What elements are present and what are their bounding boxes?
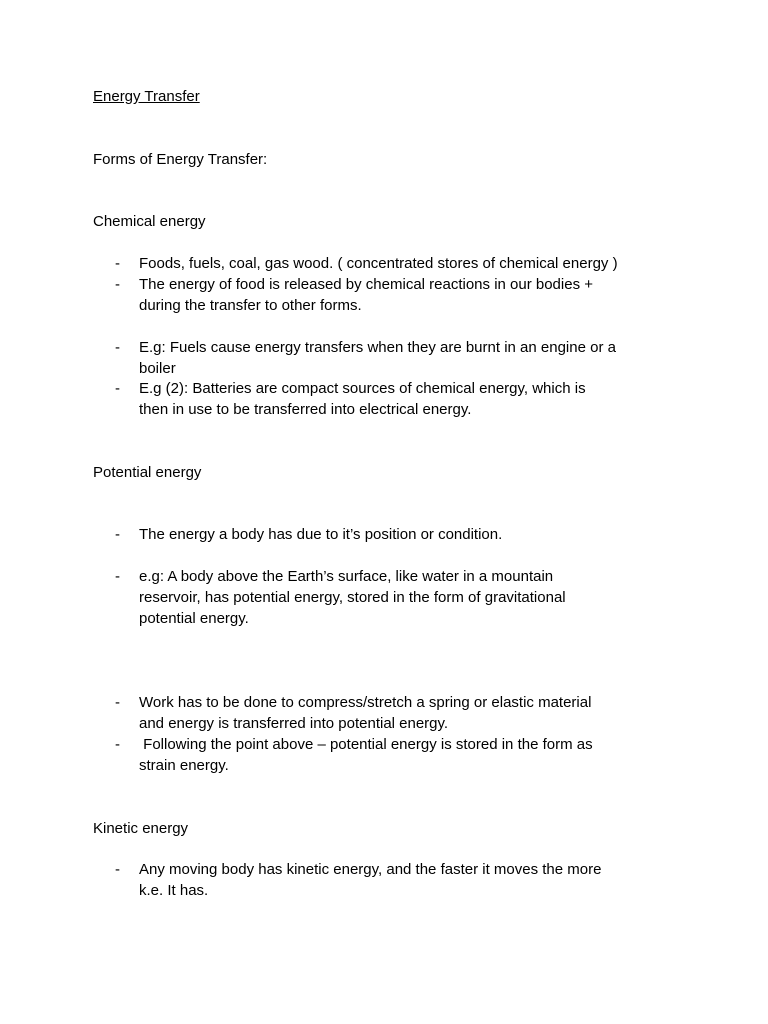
bullet-text: E.g: Fuels cause energy transfers when they are burnt in an engine or a boiler <box>139 339 616 377</box>
bullet-dash: - <box>115 380 120 397</box>
bullet-dash: - <box>115 694 120 711</box>
list-item <box>93 734 673 776</box>
bullet-text: E.g (2): Batteries are compact sources of chemical energy, which is then in use to be transferred into electrical energy. <box>139 380 586 418</box>
list-item <box>93 274 673 316</box>
list-item <box>93 253 673 274</box>
forms-heading: Forms of Energy Transfer: <box>93 151 268 168</box>
section-heading-chemical: Chemical energy <box>93 213 206 230</box>
bullet-dash: - <box>115 276 120 293</box>
bullet-text: Work has to be done to compress/stretch a spring or elastic material and energy is transferred into potential energy. <box>139 694 592 732</box>
bullet-dash: - <box>115 339 120 356</box>
bullet-dash: - <box>115 255 120 272</box>
bullet-dash: - <box>115 861 120 878</box>
bullet-text: Following the point above – potential energy is stored in the form as strain energy. <box>139 736 593 774</box>
list-item <box>93 692 673 734</box>
list-item <box>93 566 673 629</box>
document-title: Energy Transfer <box>93 88 200 105</box>
bullet-text: The energy a body has due to it’s position or condition. <box>139 526 503 543</box>
list-item <box>93 337 673 379</box>
list-item <box>93 524 673 545</box>
bullet-dash: - <box>115 568 120 585</box>
bullet-dash: - <box>115 736 120 753</box>
bullet-dash: - <box>115 526 120 543</box>
section-heading-potential: Potential energy <box>93 464 202 481</box>
bullet-text: Any moving body has kinetic energy, and the faster it moves the more k.e. It has. <box>139 861 602 899</box>
list-item <box>93 378 673 420</box>
section-heading-kinetic: Kinetic energy <box>93 820 189 837</box>
bullet-text: e.g: A body above the Earth’s surface, like water in a mountain reservoir, has potential energy, stored in the form of gravitational potential energy. <box>139 568 566 627</box>
list-item <box>93 859 673 901</box>
bullet-text: The energy of food is released by chemical reactions in our bodies + during the transfer to other forms. <box>139 276 594 314</box>
bullet-text: Foods, fuels, coal, gas wood. ( concentrated stores of chemical energy ) <box>139 255 618 272</box>
